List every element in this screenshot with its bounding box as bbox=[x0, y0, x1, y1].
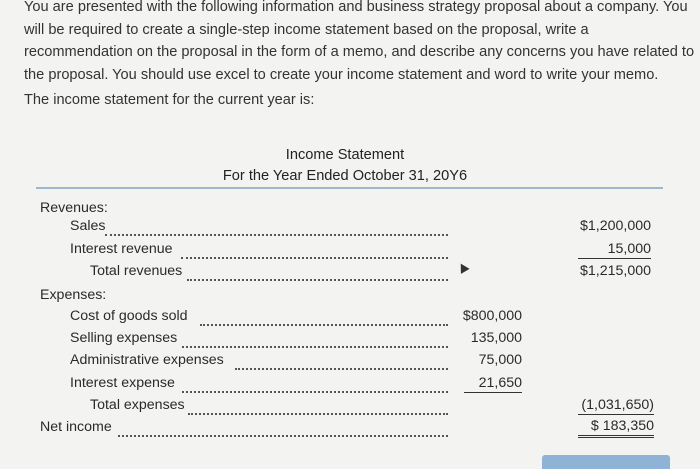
sales-value: $1,200,000 bbox=[579, 218, 651, 234]
interest-revenue-label: Interest revenue bbox=[70, 241, 173, 257]
interest-expense-value: 21,650 bbox=[464, 374, 522, 393]
leader-dots bbox=[118, 423, 448, 437]
sales-label: Sales bbox=[70, 218, 106, 234]
net-income-value: $ 183,350 bbox=[578, 417, 654, 438]
header-divider bbox=[36, 187, 663, 189]
leader-dots bbox=[105, 222, 448, 236]
total-expenses-label: Total expenses bbox=[90, 397, 185, 413]
cogs-label: Cost of goods sold bbox=[70, 308, 188, 324]
mouse-cursor-icon bbox=[456, 261, 469, 274]
statement-title: Income Statement bbox=[285, 147, 405, 163]
leader-dots bbox=[200, 312, 448, 326]
revenues-header: Revenues: bbox=[40, 200, 108, 216]
interest-revenue-value: 15,000 bbox=[578, 240, 651, 259]
leader-dots bbox=[181, 245, 448, 259]
leader-dots bbox=[187, 267, 448, 281]
leader-dots bbox=[188, 401, 448, 415]
admin-expenses-label: Administrative expenses bbox=[70, 352, 224, 368]
selling-expenses-value: 135,000 bbox=[470, 330, 522, 346]
total-revenues-value: $1,215,000 bbox=[579, 263, 651, 279]
total-expenses-value: (1,031,650) bbox=[578, 396, 654, 415]
net-income-label: Net income bbox=[40, 419, 112, 435]
leader-dots bbox=[182, 334, 448, 348]
instructions-paragraph: You are presented with the following information and business strategy proposal about a company. You will be required to create a single-step income statement based on the proposal, write a recommendation on the proposal in the form of a memo, and describe any concerns you have related to the proposal. You should use excel to create your income statement and word to write your memo. bbox=[24, 0, 695, 83]
current-year-caption: The income statement for the current year is: bbox=[24, 92, 315, 108]
expenses-header: Expenses: bbox=[40, 287, 107, 303]
leader-dots bbox=[235, 356, 448, 370]
interest-expense-label: Interest expense bbox=[70, 375, 175, 391]
total-revenues-label: Total revenues bbox=[90, 263, 183, 279]
admin-expenses-value: 75,000 bbox=[478, 352, 522, 368]
statement-period: For the Year Ended October 31, 20Y6 bbox=[222, 168, 468, 184]
leader-dots bbox=[182, 379, 448, 393]
cogs-value: $800,000 bbox=[462, 308, 522, 324]
selling-expenses-label: Selling expenses bbox=[70, 330, 178, 346]
